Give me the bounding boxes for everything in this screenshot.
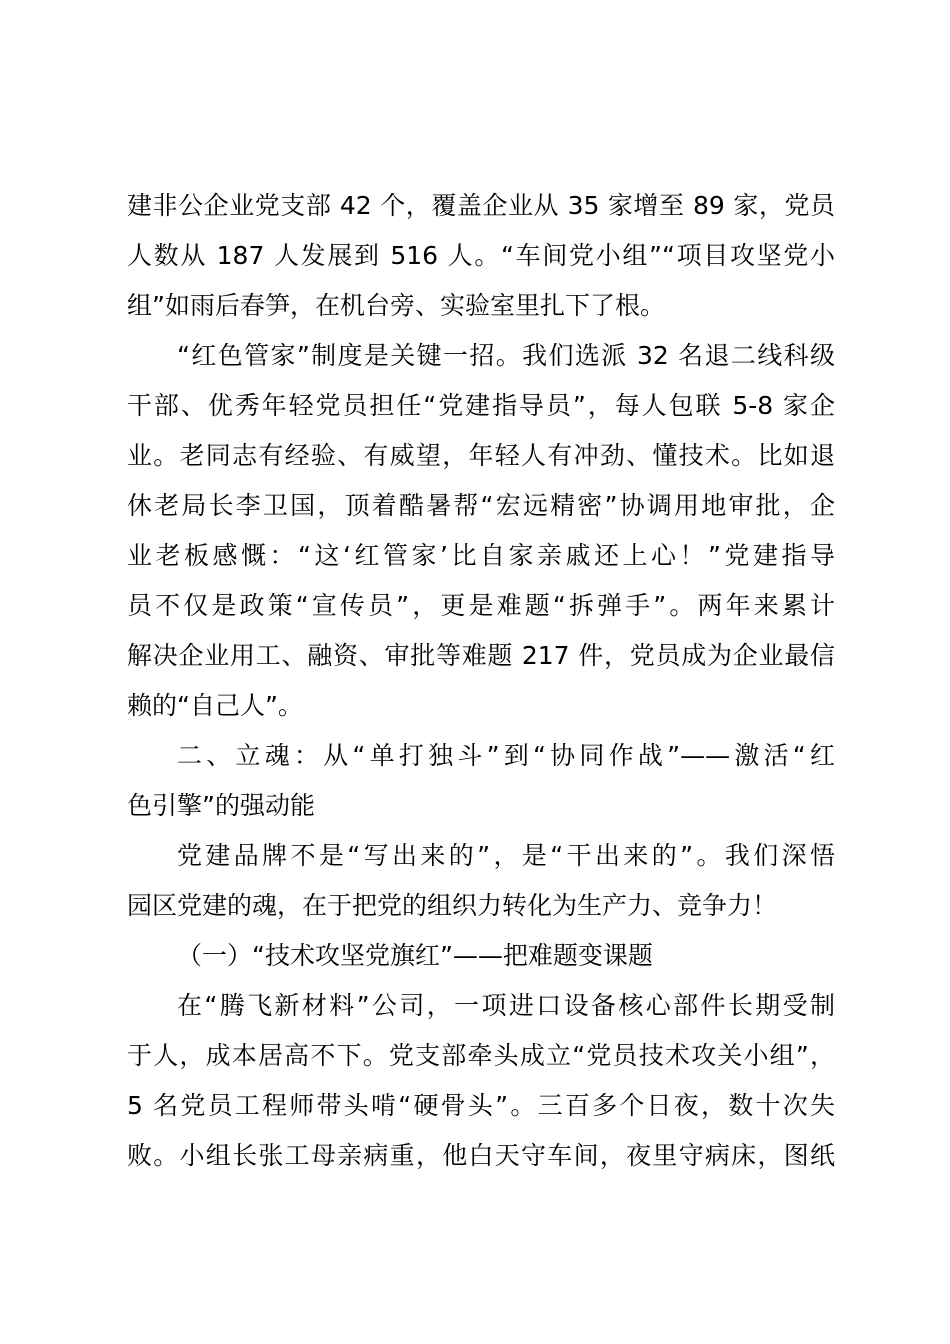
- text-line: 于人，成本居高不下。党支部牵头成立“党员技术攻关小组”，: [127, 1041, 835, 1070]
- text-line: 5 名党员工程师带头啃“硬骨头”。三百多个日夜，数十次失: [127, 1091, 835, 1120]
- text-line: 解决企业用工、融资、审批等难题 217 件，党员成为企业最信: [127, 641, 835, 670]
- text-line: 业老板感慨：“这‘红管家’比自家亲戚还上心！”党建指导: [127, 541, 835, 570]
- text-line: 干部、优秀年轻党员担任“党建指导员”，每人包联 5-8 家企: [127, 391, 835, 420]
- section-heading: 二、立魂：从“单打独斗”到“协同作战”——激活“红: [177, 741, 835, 770]
- text-line: 员不仅是政策“宣传员”，更是难题“拆弹手”。两年来累计: [127, 591, 835, 620]
- text-line: “红色管家”制度是关键一招。我们选派 32 名退二线科级: [177, 341, 835, 370]
- section-heading: 色引擎”的强动能: [127, 791, 315, 820]
- text-line: 休老局长李卫国，顶着酷暑帮“宏远精密”协调用地审批，企: [127, 491, 835, 520]
- text-line: 园区党建的魂，在于把党的组织力转化为生产力、竞争力！: [127, 891, 778, 920]
- text-line: 组”如雨后春笋，在机台旁、实验室里扎下了根。: [127, 291, 665, 320]
- text-line: 在“腾飞新材料”公司，一项进口设备核心部件长期受制: [177, 991, 835, 1020]
- text-line: 党建品牌不是“写出来的”，是“干出来的”。我们深悟: [177, 841, 835, 870]
- subsection-heading: （一）“技术攻坚党旗红”——把难题变课题: [177, 941, 653, 970]
- text-line: 人数从 187 人发展到 516 人。“车间党小组”“项目攻坚党小: [127, 241, 835, 270]
- text-line: 败。小组长张工母亲病重，他白天守车间，夜里守病床，图纸: [127, 1141, 835, 1170]
- text-line: 赖的“自己人”。: [127, 691, 303, 720]
- text-line: 业。老同志有经验、有威望，年轻人有冲劲、懂技术。比如退: [127, 441, 835, 470]
- text-line: 建非公企业党支部 42 个，覆盖企业从 35 家增至 89 家，党员: [127, 191, 835, 220]
- body-text: [127, 181, 835, 1181]
